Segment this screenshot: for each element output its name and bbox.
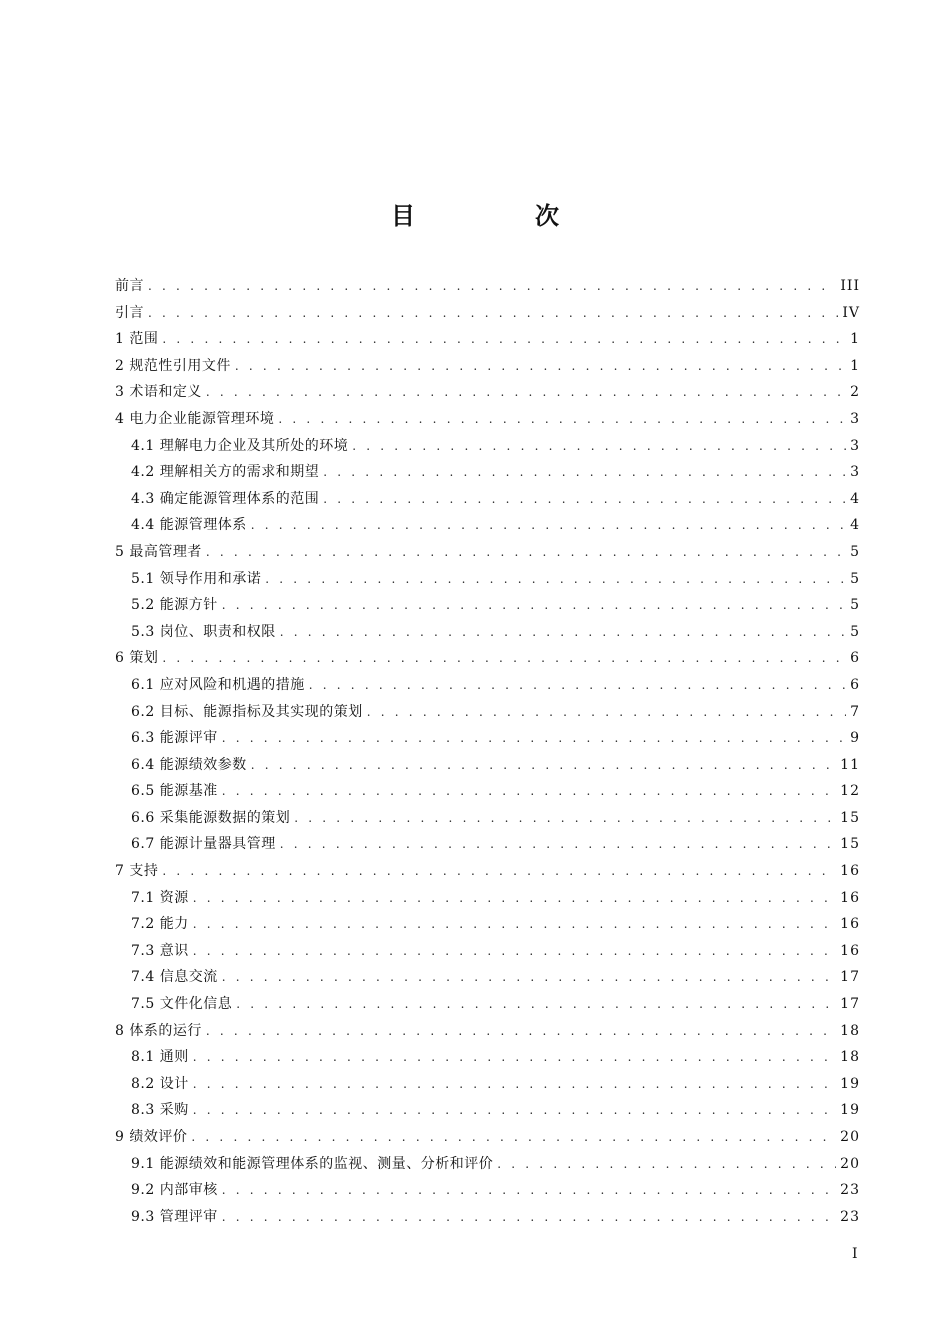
toc-dot-leader: [193, 938, 836, 965]
toc-entry-page: 5: [850, 543, 860, 560]
toc-entry-page: 18: [840, 1022, 860, 1039]
toc-entry[interactable]: [115, 1071, 860, 1098]
page-title: 目 次: [391, 202, 607, 230]
toc-entry[interactable]: [115, 273, 860, 300]
toc-entry-page: 23: [840, 1208, 860, 1225]
toc-entry[interactable]: [115, 326, 860, 353]
toc-dot-leader: [193, 1044, 836, 1071]
toc-dot-leader: [367, 699, 846, 726]
toc-entry[interactable]: [115, 1177, 860, 1204]
toc-entry-page: 15: [840, 836, 860, 853]
toc-dot-leader: [148, 273, 836, 300]
toc-entry[interactable]: [115, 991, 860, 1018]
toc-entry[interactable]: [115, 699, 860, 726]
toc-dot-leader: [280, 831, 836, 858]
toc-entry-label: 4.3 确定能源管理体系的范围: [131, 490, 320, 507]
toc-dot-leader: [162, 326, 846, 353]
toc-entry[interactable]: [115, 566, 860, 593]
toc-dot-leader: [265, 566, 846, 593]
toc-entry-label: 5.2 能源方针: [131, 597, 218, 614]
toc-entry-page: 2: [850, 384, 860, 401]
toc-entry-label: 4.4 能源管理体系: [131, 517, 247, 534]
toc-entry-page: 16: [840, 889, 860, 906]
toc-entry[interactable]: [115, 805, 860, 832]
toc-entry[interactable]: [115, 885, 860, 912]
toc-dot-leader: [278, 406, 846, 433]
toc-dot-leader: [323, 486, 846, 513]
toc-entry-page: 3: [850, 464, 860, 481]
toc-entry-label: 6.3 能源评审: [131, 730, 218, 747]
toc-entry-page: 5: [850, 570, 860, 587]
toc-entry[interactable]: [115, 539, 860, 566]
toc-entry-page: 16: [840, 863, 860, 880]
toc-entry-label: 8.2 设计: [131, 1075, 189, 1092]
toc-entry[interactable]: [115, 752, 860, 779]
toc-entry-page: 9: [850, 730, 860, 747]
toc-entry[interactable]: [115, 964, 860, 991]
toc-dot-leader: [294, 805, 836, 832]
toc-entry[interactable]: [115, 1204, 860, 1231]
toc-entry-page: 19: [840, 1075, 860, 1092]
toc-entry[interactable]: [115, 459, 860, 486]
toc-entry[interactable]: [115, 938, 860, 965]
toc-entry-label: 前言: [115, 278, 144, 294]
toc-dot-leader: [352, 433, 846, 460]
toc-entry[interactable]: [115, 725, 860, 752]
toc-entry-page: 3: [850, 437, 860, 454]
toc-entry-label: 8.3 采购: [131, 1102, 189, 1119]
toc-dot-leader: [236, 991, 836, 1018]
toc-entry-page: 6: [850, 650, 860, 667]
toc-entry-label: 1 范围: [115, 331, 159, 348]
toc-dot-leader: [193, 1097, 836, 1124]
toc-entry-page: 20: [840, 1129, 860, 1145]
toc-entry[interactable]: [115, 406, 860, 433]
toc-entry[interactable]: [115, 1018, 860, 1045]
toc-entry-label: 引言: [115, 304, 144, 321]
toc-dot-leader: [222, 1177, 836, 1204]
toc-dot-leader: [309, 672, 846, 699]
toc-entry[interactable]: [115, 672, 860, 699]
toc-entry-label: 4 电力企业能源管理环境: [115, 410, 275, 427]
toc-dot-leader: [222, 964, 836, 991]
toc-entry-label: 9.2 内部审核: [131, 1182, 218, 1199]
toc-entry[interactable]: [115, 778, 860, 805]
toc-dot-leader: [280, 619, 846, 646]
toc-entry-label: 6.6 采集能源数据的策划: [131, 809, 291, 826]
toc-entry-page: 19: [840, 1102, 860, 1119]
toc-entry-label: 7.4 信息交流: [131, 969, 218, 986]
toc-dot-leader: [251, 512, 846, 539]
toc-dot-leader: [206, 1018, 836, 1045]
toc-entry[interactable]: [115, 1151, 860, 1178]
toc-dot-leader: [222, 592, 846, 619]
toc-entry-page: IV: [842, 304, 860, 321]
toc-entry-label: 6.1 应对风险和机遇的措施: [131, 676, 305, 693]
toc-entry[interactable]: [115, 911, 860, 938]
toc-entry-page: 6: [850, 676, 860, 693]
toc-entry-page: 23: [840, 1182, 860, 1199]
toc-entry[interactable]: [115, 592, 860, 619]
toc-entry-label: 5 最高管理者: [115, 543, 202, 560]
toc-entry-page: 4: [850, 517, 860, 534]
toc-entry[interactable]: [115, 619, 860, 646]
toc-dot-leader: [222, 1204, 836, 1231]
toc-entry-label: 7.1 资源: [131, 889, 189, 906]
toc-entry-page: 15: [840, 809, 860, 826]
toc-dot-leader: [162, 858, 836, 885]
toc-entry-label: 6.5 能源基准: [131, 783, 218, 800]
toc-dot-leader: [162, 645, 846, 672]
toc-entry-label: 5.3 岗位、职责和权限: [131, 623, 276, 640]
toc-entry[interactable]: [115, 300, 860, 327]
toc-entry-page: 5: [850, 597, 860, 614]
toc-entry-page: 18: [840, 1049, 860, 1066]
toc-entry-page: 3: [850, 410, 860, 427]
toc-entry-page: 5: [850, 623, 860, 640]
toc-dot-leader: [222, 778, 836, 805]
toc-entry-label: 8.1 通则: [131, 1049, 189, 1066]
toc-dot-leader: [193, 911, 836, 938]
toc-entry-page: 11: [840, 756, 860, 773]
toc-entry-page: 16: [840, 916, 860, 933]
toc-entry-label: 6.7 能源计量器具管理: [131, 836, 276, 853]
toc-dot-leader: [235, 353, 846, 380]
toc-entry[interactable]: [115, 512, 860, 539]
toc-dot-leader: [497, 1151, 836, 1178]
toc-entry[interactable]: [115, 353, 860, 380]
toc-entry-label: 4.2 理解相关方的需求和期望: [131, 464, 320, 481]
table-of-contents: [115, 273, 860, 1230]
toc-entry-label: 6.2 目标、能源指标及其实现的策划: [131, 703, 363, 720]
toc-entry[interactable]: [115, 379, 860, 406]
toc-entry-label: 6.4 能源绩效参数: [131, 756, 247, 773]
toc-dot-leader: [193, 885, 836, 912]
toc-entry[interactable]: [115, 1124, 860, 1151]
toc-entry-page: 1: [850, 357, 860, 374]
toc-entry-label: 9.1 能源绩效和能源管理体系的监视、测量、分析和评价: [131, 1155, 494, 1172]
toc-entry[interactable]: [115, 486, 860, 513]
toc-dot-leader: [206, 379, 846, 406]
toc-dot-leader: [206, 539, 846, 566]
toc-entry-page: 20: [840, 1155, 860, 1172]
toc-entry-label: 7.3 意识: [131, 942, 189, 959]
page-number: I: [852, 1246, 858, 1262]
toc-dot-leader: [191, 1124, 836, 1151]
toc-entry[interactable]: [115, 645, 860, 672]
toc-entry-label: 6 策划: [115, 650, 159, 667]
toc-entry-page: 7: [850, 703, 860, 720]
toc-entry-page: 17: [840, 996, 860, 1013]
toc-entry-label: 5.1 领导作用和承诺: [131, 570, 262, 587]
toc-entry-page: 17: [840, 969, 860, 986]
toc-entry-page: 12: [840, 783, 860, 800]
toc-dot-leader: [323, 459, 846, 486]
toc-entry[interactable]: [115, 858, 860, 885]
toc-entry-label: 2 规范性引用文件: [115, 357, 231, 374]
toc-entry-label: 3 术语和定义: [115, 384, 202, 401]
toc-entry-label: 7.2 能力: [131, 916, 189, 933]
toc-dot-leader: [251, 752, 836, 779]
toc-entry-label: 9.3 管理评审: [131, 1208, 218, 1225]
toc-entry-page: III: [840, 278, 860, 294]
toc-dot-leader: [148, 300, 838, 327]
toc-entry[interactable]: [115, 1097, 860, 1124]
toc-dot-leader: [222, 725, 846, 752]
toc-entry-label: 9 绩效评价: [115, 1129, 188, 1145]
toc-entry-label: 8 体系的运行: [115, 1022, 202, 1039]
toc-entry-page: 4: [850, 490, 860, 507]
toc-entry-label: 7.5 文件化信息: [131, 996, 233, 1013]
toc-entry-page: 1: [850, 331, 860, 348]
toc-entry-label: 4.1 理解电力企业及其所处的环境: [131, 437, 349, 454]
toc-entry-label: 7 支持: [115, 863, 159, 880]
toc-entry[interactable]: [115, 831, 860, 858]
toc-dot-leader: [193, 1071, 836, 1098]
toc-entry-page: 16: [840, 942, 860, 959]
toc-entry[interactable]: [115, 1044, 860, 1071]
toc-entry[interactable]: [115, 433, 860, 460]
